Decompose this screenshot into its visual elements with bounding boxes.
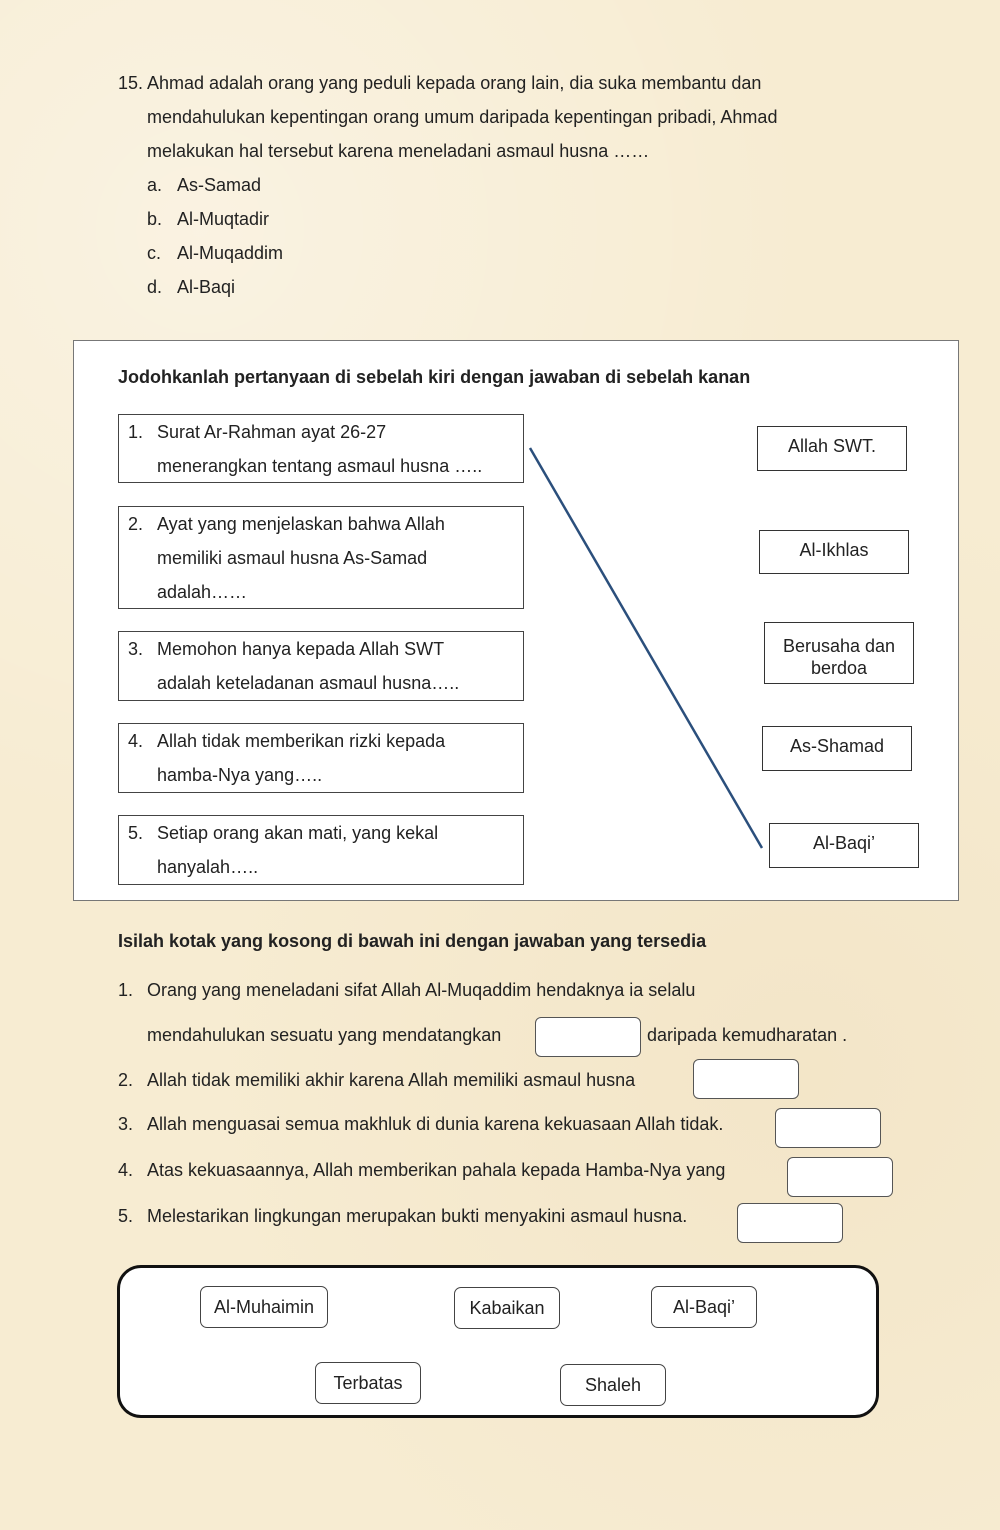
question-line: Ahmad adalah orang yang peduli kepada orang lain, dia suka membantu dan (147, 73, 762, 93)
question-line: melakukan hal tersebut karena meneladani asmaul husna …… (147, 141, 650, 161)
item-number: 1. (118, 980, 134, 1000)
fill-text: Melestarikan lingkungan merupakan bukti menyakini asmaul husna. (147, 1206, 688, 1226)
chip-label: Al-Muhaimin (213, 1296, 315, 1317)
fill-text: Allah menguasai semua makhluk di dunia karena kekuasaan Allah tidak. (147, 1114, 724, 1134)
chip-label: Kabaikan (469, 1297, 545, 1318)
question-line: hanyalah….. (157, 857, 259, 877)
item-number: 5. (128, 823, 144, 843)
question-number: 15. (118, 73, 144, 93)
item-number: 4. (118, 1160, 134, 1180)
blank-input-5[interactable] (737, 1203, 843, 1243)
word-chip-al-muhaimin[interactable] (200, 1286, 328, 1328)
fill-text: Atas kekuasaannya, Allah memberikan pahala kepada Hamba-Nya yang (147, 1160, 726, 1180)
word-chip-terbatas[interactable] (315, 1362, 421, 1404)
item-number: 3. (128, 639, 144, 659)
chip-label: Shaleh (584, 1374, 642, 1395)
question-line: Surat Ar-Rahman ayat 26-27 (157, 422, 387, 442)
fill-title: Isilah kotak yang kosong di bawah ini dengan jawaban yang tersedia (118, 931, 707, 951)
question-line: mendahulukan kepentingan orang umum daripada kepentingan pribadi, Ahmad (147, 107, 778, 127)
answer-text: Berusaha dan (782, 635, 896, 656)
chip-label: Al-Baqi’ (672, 1296, 736, 1317)
fill-text: Allah tidak memiliki akhir karena Allah memiliki asmaul husna (147, 1070, 636, 1090)
question-line: hamba-Nya yang….. (157, 765, 323, 785)
option-text: Al-Baqi (177, 277, 236, 297)
question-line: menerangkan tentang asmaul husna ….. (157, 456, 483, 476)
word-chip-shaleh[interactable] (560, 1364, 666, 1406)
item-number: 1. (128, 422, 144, 442)
word-chip-kabaikan[interactable] (454, 1287, 560, 1329)
option-text: Al-Muqtadir (177, 209, 270, 229)
answer-text: Al-Baqi’ (812, 833, 876, 853)
question-line: adalah keteladanan asmaul husna….. (157, 673, 460, 693)
blank-input-1[interactable] (535, 1017, 641, 1057)
question-line: Memohon hanya kepada Allah SWT (157, 639, 445, 659)
option-letter: d. (147, 277, 163, 297)
matching-title: Jodohkanlah pertanyaan di sebelah kiri dengan jawaban di sebelah kanan (118, 367, 751, 387)
item-number: 3. (118, 1114, 134, 1134)
blank-input-4[interactable] (787, 1157, 893, 1197)
blank-input-3[interactable] (775, 1108, 881, 1148)
option-text: As-Samad (177, 175, 262, 195)
item-number: 2. (128, 514, 144, 534)
chip-label: Terbatas (333, 1372, 403, 1393)
question-line: adalah…… (157, 582, 248, 602)
item-number: 2. (118, 1070, 134, 1090)
word-chip-al-baqi[interactable] (651, 1286, 757, 1328)
option-letter: a. (147, 175, 163, 195)
option-text: Al-Muqaddim (177, 243, 284, 263)
question-line: Setiap orang akan mati, yang kekal (157, 823, 439, 843)
item-number: 4. (128, 731, 144, 751)
blank-input-2[interactable] (693, 1059, 799, 1099)
answer-text: Al-Ikhlas (799, 540, 869, 560)
match-connector-line[interactable] (530, 448, 762, 848)
item-number: 5. (118, 1206, 134, 1226)
answer-text: Allah SWT. (787, 436, 877, 456)
question-line: Allah tidak memberikan rizki kepada (157, 731, 446, 751)
option-letter: b. (147, 209, 163, 229)
option-letter: c. (147, 243, 162, 263)
question-line: Ayat yang menjelaskan bahwa Allah (157, 514, 445, 534)
answer-text: As-Shamad (789, 736, 885, 756)
answer-text: berdoa (810, 657, 868, 678)
fill-text: daripada kemudharatan . (647, 1025, 848, 1045)
question-line: memiliki asmaul husna As-Samad (157, 548, 428, 568)
fill-text: Orang yang meneladani sifat Allah Al-Muqaddim hendaknya ia selalu (147, 980, 696, 1000)
fill-text: mendahulukan sesuatu yang mendatangkan (147, 1025, 502, 1045)
